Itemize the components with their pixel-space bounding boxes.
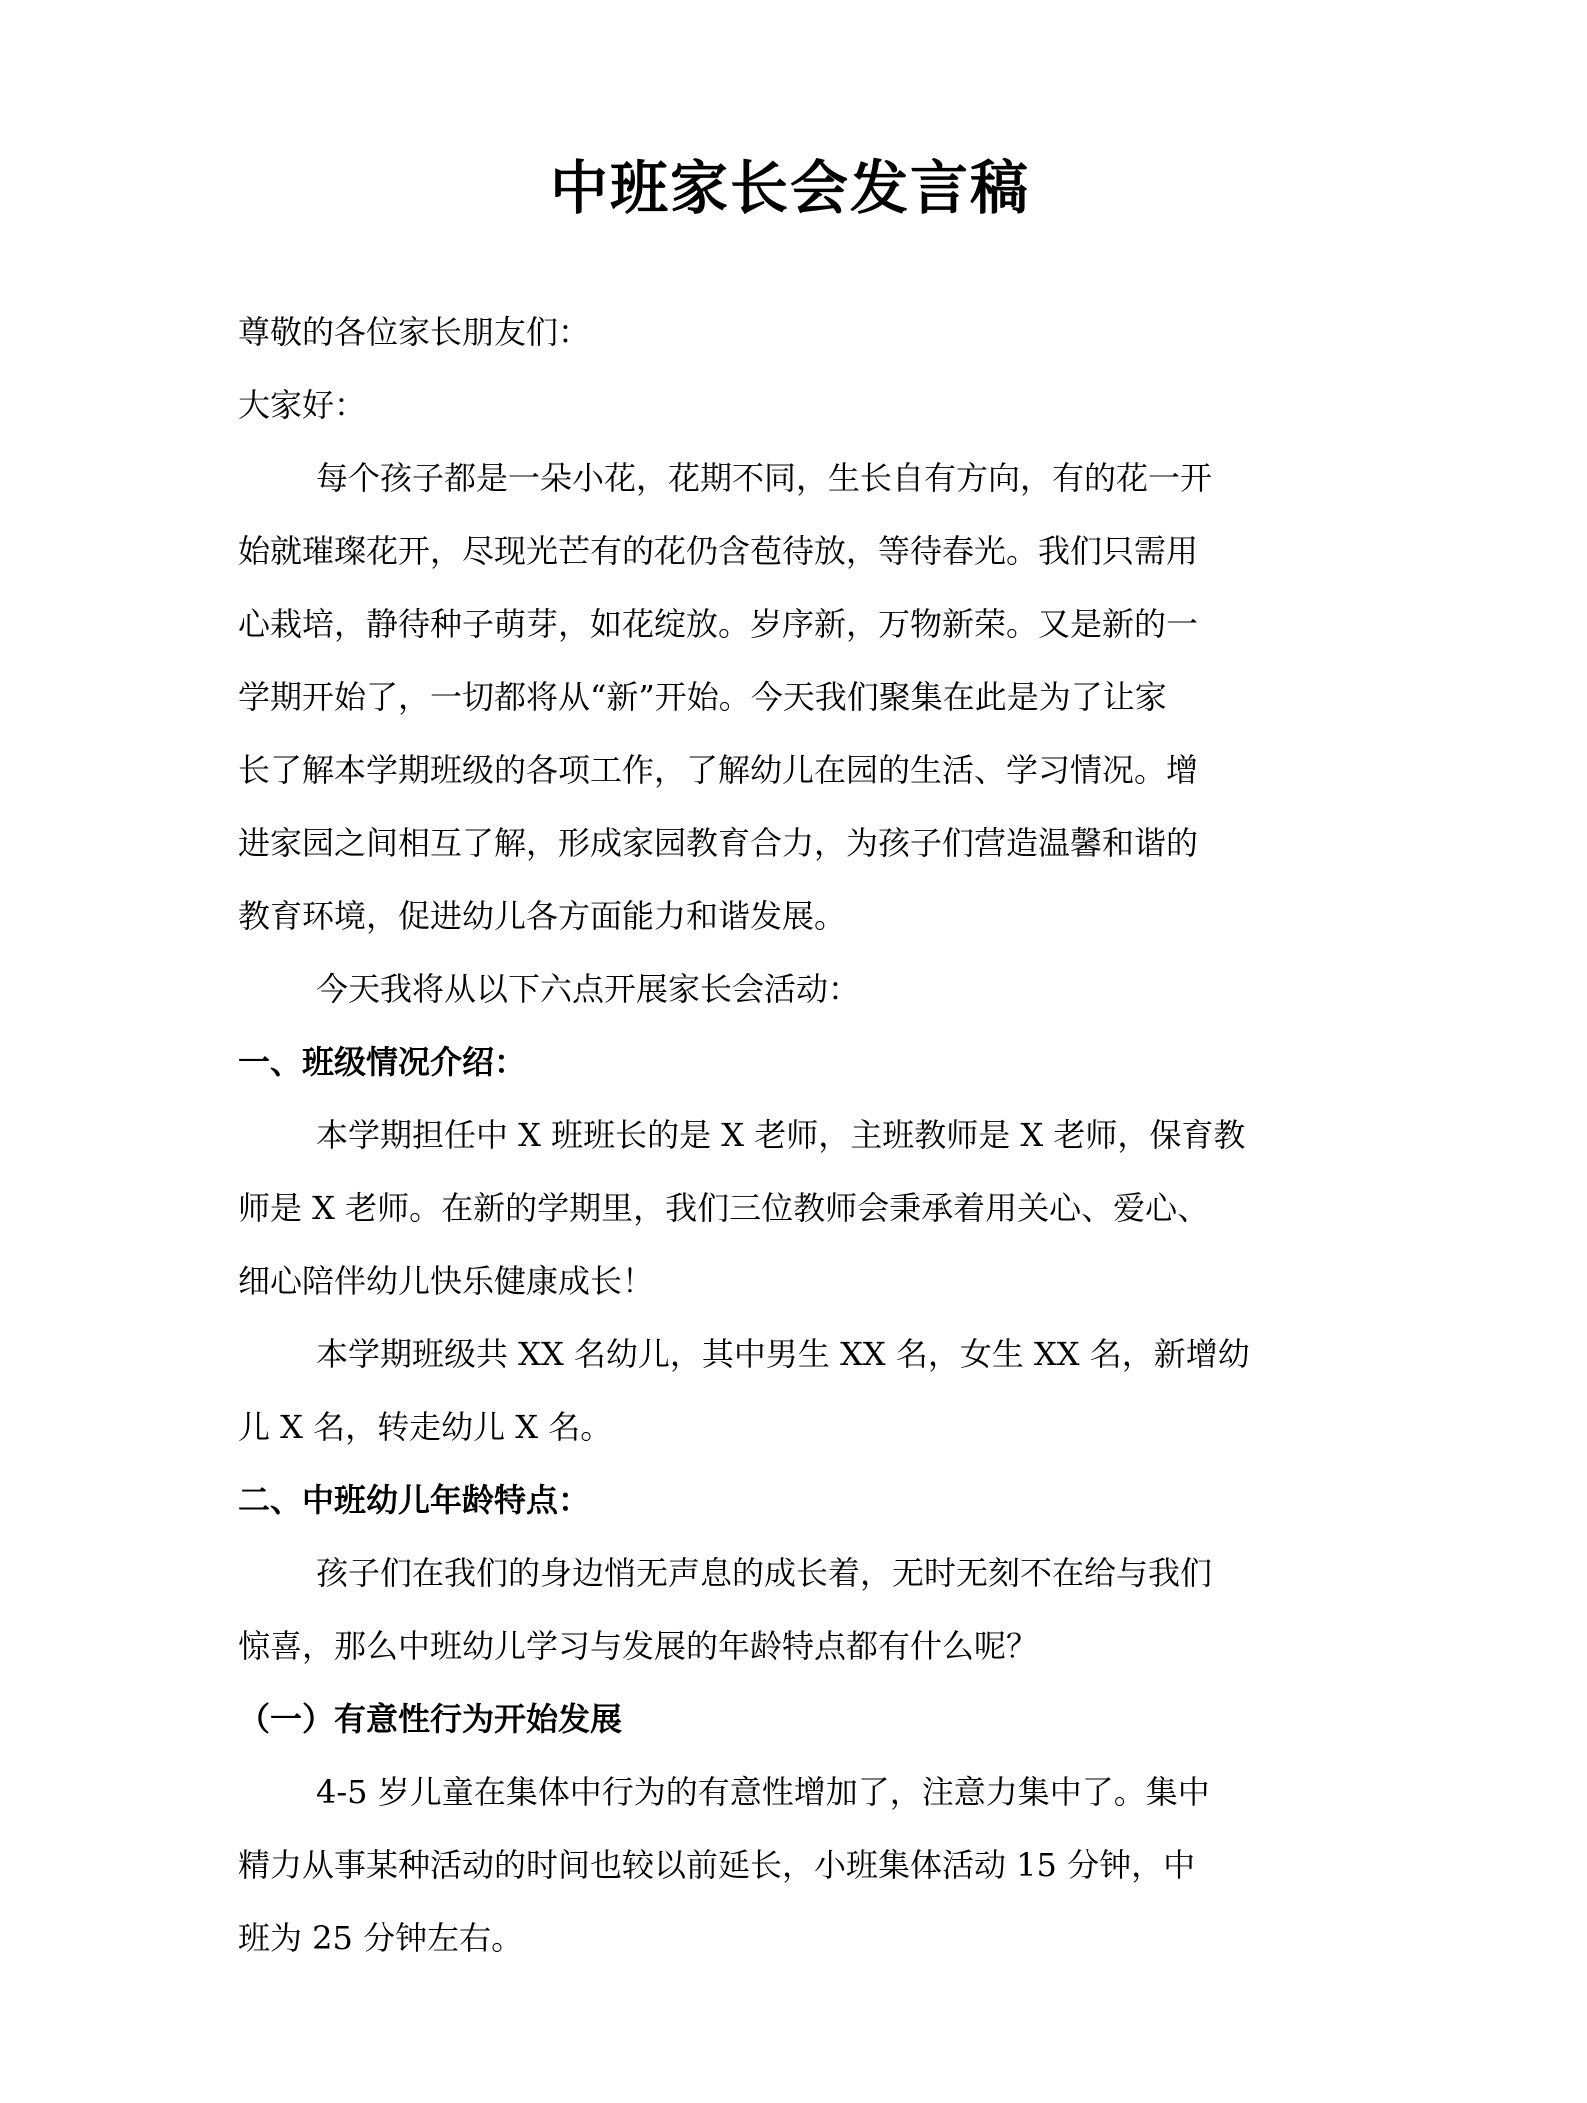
paragraph-line: 孩子们在我们的身边悄无声息的成长着，无时无刻不在给与我们 (316, 1554, 1213, 1592)
paragraph-line: 每个孩子都是一朵小花，花期不同，生长自有方向，有的花一开 (316, 459, 1213, 497)
paragraph-line: 本学期班级共 XX 名幼儿，其中男生 XX 名，女生 XX 名，新增幼 (316, 1335, 1250, 1373)
paragraph-line: 学期开始了，一切都将从“新”开始。今天我们聚集在此是为了让家 (238, 678, 1167, 716)
section-heading-age-characteristics: 二、中班幼儿年龄特点： (238, 1481, 591, 1519)
document-body (238, 296, 1342, 1975)
paragraph-line: 4-5 岁儿童在集体中行为的有意性增加了，注意力集中了。集中 (316, 1773, 1210, 1811)
paragraph-line: 今天我将从以下六点开展家长会活动： (316, 970, 861, 1008)
paragraph-line: 班为 25 分钟左右。 (238, 1919, 524, 1957)
paragraph-line: 精力从事某种活动的时间也较以前延长，小班集体活动 15 分钟，中 (238, 1846, 1196, 1884)
paragraph-line: 教育环境，促进幼儿各方面能力和谐发展。 (238, 897, 847, 935)
subsection-heading-intentional-behavior: （一）有意性行为开始发展 (238, 1700, 623, 1738)
paragraph-line: 师是 X 老师。在新的学期里，我们三位教师会秉承着用关心、爱心、 (238, 1189, 1210, 1227)
paragraph-line: 惊喜，那么中班幼儿学习与发展的年龄特点都有什么呢？ (238, 1627, 1039, 1665)
paragraph-line: 进家园之间相互了解，形成家园教育合力，为孩子们营造温馨和谐的 (238, 824, 1199, 862)
salutation: 尊敬的各位家长朋友们： (238, 313, 591, 351)
paragraph-line: 儿 X 名，转走幼儿 X 名。 (238, 1408, 613, 1446)
paragraph-line: 长了解本学期班级的各项工作，了解幼儿在园的生活、学习情况。增 (238, 751, 1199, 789)
paragraph-line: 心栽培，静待种子萌芽，如花绽放。岁序新，万物新荣。又是新的一 (238, 605, 1199, 643)
paragraph-line: 始就璀璨花开，尽现光芒有的花仍含苞待放，等待春光。我们只需用 (238, 532, 1199, 570)
paragraph-line: 细心陪伴幼儿快乐健康成长！ (238, 1262, 655, 1300)
section-heading-class-intro: 一、班级情况介绍： (238, 1043, 527, 1081)
document-title: 中班家长会发言稿 (549, 154, 1030, 222)
greeting: 大家好： (238, 386, 367, 424)
paragraph-line: 本学期担任中 X 班班长的是 X 老师，主班教师是 X 老师，保育教 (316, 1116, 1246, 1154)
